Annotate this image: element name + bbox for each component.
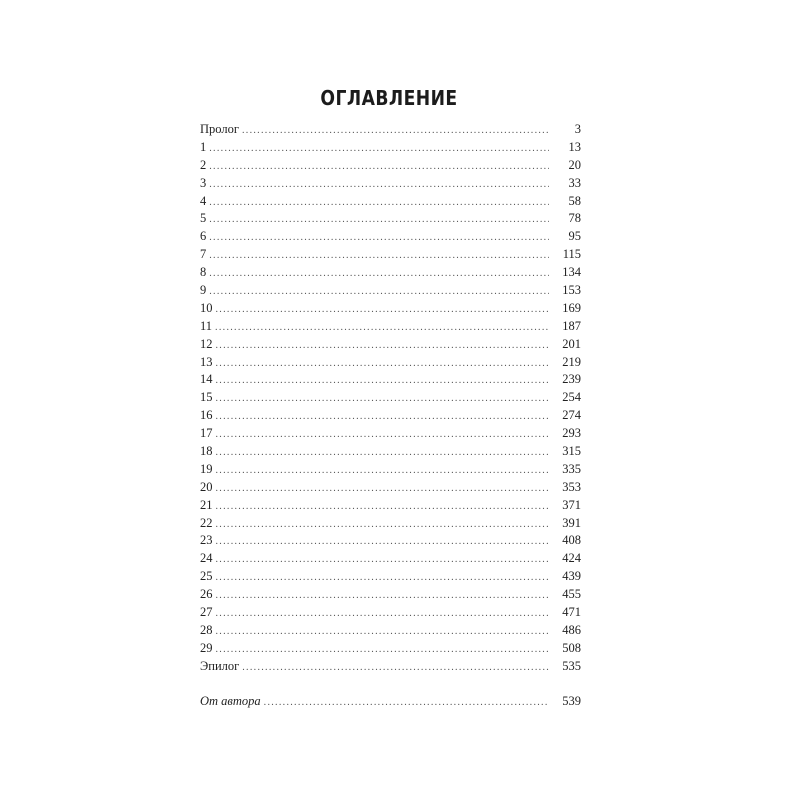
toc-entry-page-number: 13 [568,139,581,154]
toc-entry-label: 25 [200,569,213,584]
dot-leader [216,572,550,583]
toc-entry-page-number: 78 [568,211,581,226]
toc-entry [200,229,581,247]
toc-entry [200,355,581,373]
dot-leader [216,465,550,476]
dot-leader [209,197,549,208]
toc-entry-page-number: 335 [562,461,581,476]
toc-entry-label: 2 [200,157,207,172]
toc-entry-label: 28 [200,622,213,637]
toc-entry-page-number: 33 [568,175,581,190]
dot-leader [209,214,549,225]
toc-entry-label: Пролог [200,122,239,136]
toc-entry [200,462,581,480]
toc-entry-page-number: 219 [562,354,581,369]
toc-entry-label: 21 [200,497,213,512]
toc-entry-label: 14 [200,372,213,387]
dot-leader [216,554,550,565]
dot-leader [216,447,550,458]
dot-leader [209,286,549,297]
toc-entry-label: 13 [200,354,213,369]
dot-leader [216,501,550,512]
dot-leader [209,268,549,279]
toc-entry [200,641,581,659]
toc-entry-page-number: 508 [562,640,581,655]
toc-entry-label: 11 [200,318,213,333]
toc-entry-label: 19 [200,461,213,476]
toc-entry-page-number: 169 [562,300,581,315]
toc-entry-page-number: 424 [562,551,581,566]
dot-leader [216,375,550,386]
table-of-contents [200,122,581,712]
toc-entry [200,319,581,337]
toc-entry-page-number: 315 [562,444,581,459]
toc-entry [200,498,581,516]
toc-entry-label: 10 [200,300,213,315]
toc-entry-page-number: 353 [562,479,581,494]
toc-entry [200,516,581,534]
dot-leader [216,411,550,422]
toc-entry [200,551,581,569]
toc-entry-page-number: 239 [562,372,581,387]
toc-entry [200,694,581,712]
toc-entry-page-number: 201 [562,336,581,351]
dot-leader [216,483,550,494]
toc-entry [200,408,581,426]
dot-leader [216,340,550,351]
toc-entry-label: 12 [200,336,213,351]
toc-entry [200,390,581,408]
dot-leader [216,536,550,547]
toc-entry [200,122,581,140]
dot-leader [264,697,549,708]
toc-entry [200,301,581,319]
toc-entry [200,426,581,444]
toc-entry-page-number: 371 [562,497,581,512]
toc-entry-label: 16 [200,408,213,423]
toc-entry-label: 6 [200,229,207,244]
toc-entry-label: 15 [200,390,213,405]
dot-leader [216,429,550,440]
toc-entry-label: 4 [200,193,207,208]
toc-entry-label: 20 [200,479,213,494]
toc-entry-page-number: 134 [562,265,581,280]
toc-entry-page-number: 439 [562,569,581,584]
toc-entry [200,158,581,176]
toc-entry-page-number: 254 [562,390,581,405]
toc-entry-label: 23 [200,533,213,548]
toc-entry [200,176,581,194]
toc-entry-page-number: 58 [568,193,581,208]
dot-leader [216,304,550,315]
toc-entry [200,194,581,212]
toc-entry [200,283,581,301]
toc-entry [200,211,581,229]
toc-entry-label: 18 [200,444,213,459]
toc-entry-label: 17 [200,426,213,441]
toc-entry [200,587,581,605]
toc-entry-label: Эпилог [200,658,240,673]
toc-entry-label: 8 [200,265,207,280]
dot-leader [242,662,549,673]
dot-leader [209,161,549,172]
dot-leader [216,393,550,404]
toc-entry [200,372,581,390]
dot-leader [209,250,549,261]
toc-entry-page-number: 3 [574,122,581,136]
toc-entry-page-number: 455 [562,587,581,602]
dot-leader [209,143,549,154]
dot-leader [209,232,549,243]
dot-leader [216,626,550,637]
toc-entry-label: 24 [200,551,213,566]
toc-entry-page-number: 115 [562,247,581,262]
toc-entry [200,605,581,623]
toc-entry-label: 22 [200,515,213,530]
toc-entry-page-number: 20 [568,157,581,172]
toc-entry [200,480,581,498]
toc-entry-label: 29 [200,640,213,655]
toc-entry-page-number: 539 [562,693,581,708]
toc-entry-label: 9 [200,283,207,298]
toc-entry-page-number: 95 [568,229,581,244]
dot-leader [216,608,550,619]
toc-entry-label: 7 [200,247,207,262]
toc-entry [200,659,581,677]
dot-leader [216,519,550,530]
dot-leader [215,322,549,333]
toc-title: ОГЛАВЛЕНИЕ [320,86,458,110]
toc-entry [200,140,581,158]
toc-entry-label: 1 [200,139,207,154]
dot-leader [242,125,549,136]
toc-entry [200,337,581,355]
toc-entry-label: 3 [200,175,207,190]
dot-leader [209,179,549,190]
toc-entry [200,265,581,283]
toc-entry-page-number: 408 [562,533,581,548]
toc-entry-page-number: 153 [562,283,581,298]
toc-entry-label: 5 [200,211,207,226]
toc-entry-page-number: 535 [562,658,581,673]
toc-entry-label: 27 [200,605,213,620]
toc-entry-label: 26 [200,587,213,602]
toc-entry-page-number: 293 [562,426,581,441]
toc-entry-page-number: 187 [562,318,581,333]
dot-leader [216,644,550,655]
toc-entry-page-number: 274 [562,408,581,423]
dot-leader [216,358,550,369]
toc-entry [200,247,581,265]
toc-entry-label: От автора [200,693,261,708]
dot-leader [216,590,550,601]
toc-entry [200,623,581,641]
toc-entry-page-number: 391 [562,515,581,530]
toc-entry-page-number: 486 [562,622,581,637]
toc-entry [200,533,581,551]
toc-entry [200,444,581,462]
toc-entry-page-number: 471 [562,605,581,620]
toc-entry [200,569,581,587]
